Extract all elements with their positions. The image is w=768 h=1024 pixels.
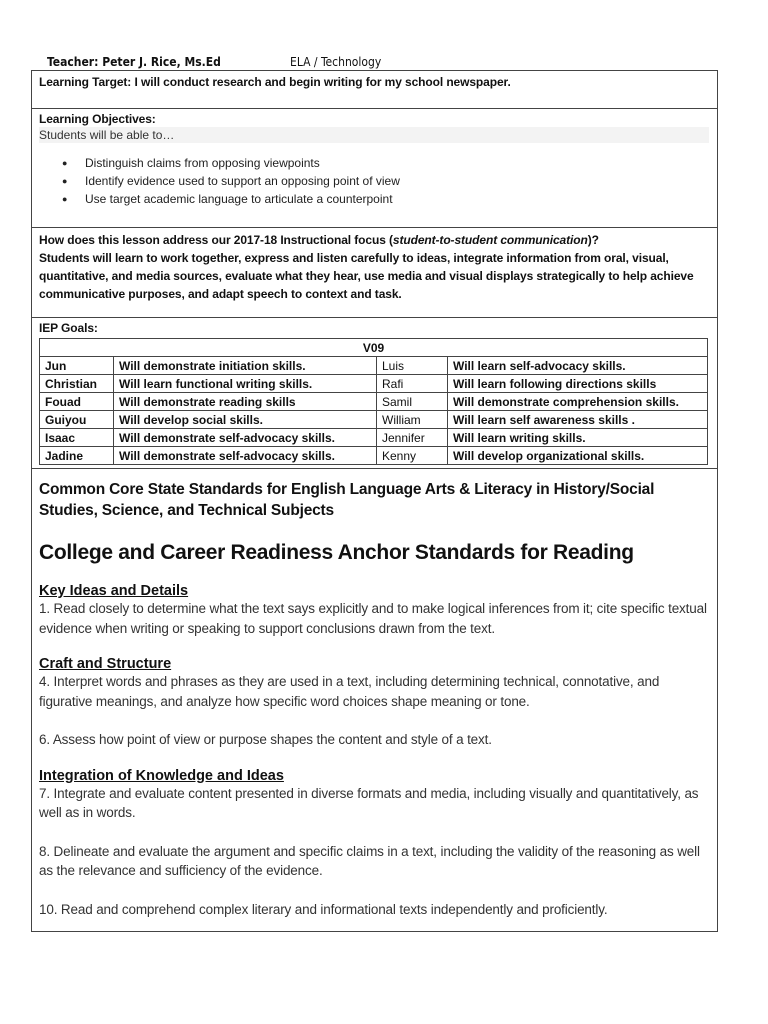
student-name: Guiyou (40, 411, 114, 429)
focus-answer: Students will learn to work together, express and listen carefully to ideas, integrate information from oral, visual, quantitative, and media sources, evaluate what they hear, use media and visual displays strategically to help achieve communicative purposes, and adapt speech to context and task. (39, 251, 694, 301)
instructional-focus-section (32, 228, 717, 318)
student-name: Fouad (40, 393, 114, 411)
student-goal: Will demonstrate self-advocacy skills. (114, 447, 377, 465)
student-goal: Will learn self-advocacy skills. (448, 357, 708, 375)
student-goal: Will demonstrate comprehension skills. (448, 393, 708, 411)
student-name: William (377, 411, 448, 429)
table-row (40, 429, 708, 447)
table-row (40, 447, 708, 465)
student-goal: Will demonstrate self-advocacy skills. (114, 429, 377, 447)
iep-goals-heading: IEP Goals: (39, 321, 98, 335)
student-goal: Will learn writing skills. (448, 429, 708, 447)
standard-item: 1. Read closely to determine what the text says explicitly and to make logical inferences from it; cite specific textual evidence when writing or speaking to support conclusions drawn from the text. (39, 601, 707, 636)
objective-item: ● Use target academic language to articulate a counterpoint (62, 190, 709, 208)
standards-section (32, 469, 717, 931)
lesson-plan-frame (31, 70, 718, 932)
standard-item: 10. Read and comprehend complex literary and informational texts independently and proficiently. (39, 901, 608, 917)
student-name: Kenny (377, 447, 448, 465)
standard-item: 7. Integrate and evaluate content presented in diverse formats and media, including visually and quantitatively, as well as in words. (39, 785, 699, 820)
student-goal: Will learn following directions skills (448, 375, 708, 393)
focus-question: How does this lesson address our 2017-18 Instructional focus (student-to-student communication)? (39, 233, 599, 247)
objective-item: ● Distinguish claims from opposing viewpoints (62, 154, 709, 172)
student-name: Jadine (40, 447, 114, 465)
student-name: Rafi (377, 375, 448, 393)
common-core-title: Common Core State Standards for English Language Arts & Literacy in History/Social Studies, Science, and Technical Subjects (39, 481, 655, 519)
standard-group-heading: Integration of Knowledge and Ideas (39, 767, 284, 784)
iep-goals-table (39, 338, 708, 465)
learning-objectives-section (32, 109, 717, 228)
objectives-list (39, 154, 709, 208)
student-goal: Will learn self awareness skills . (448, 411, 708, 429)
table-row (40, 411, 708, 429)
objectives-intro: Students will be able to… (39, 127, 709, 143)
student-name: Isaac (40, 429, 114, 447)
iep-class-row (40, 339, 708, 357)
table-row (40, 393, 708, 411)
iep-goals-section (32, 318, 717, 469)
standard-group-heading: Key Ideas and Details (39, 583, 189, 599)
learning-target-section (32, 71, 717, 109)
learning-objectives-heading: Learning Objectives: (39, 112, 156, 126)
standard-item: 6. Assess how point of view or purpose shapes the content and style of a text. (39, 732, 492, 747)
table-row (40, 357, 708, 375)
student-name: Christian (40, 375, 114, 393)
standard-group-heading: Craft and Structure (39, 656, 172, 672)
standard-item: 4. Interpret words and phrases as they are used in a text, including determining technical, connotative, and figurative meanings, and analyze how specific word choices shape meaning or tone. (39, 674, 660, 709)
student-goal: Will learn functional writing skills. (114, 375, 377, 393)
standard-item: 8. Delineate and evaluate the argument and specific claims in a text, including the validity of the reasoning as well as the relevance and sufficiency of the evidence. (39, 843, 700, 878)
objective-item: ● Identify evidence used to support an opposing point of view (62, 172, 709, 190)
learning-target-label: Learning Target: (39, 75, 132, 89)
student-name: Luis (377, 357, 448, 375)
teacher-name: Teacher: Peter J. Rice, Ms.Ed (47, 55, 221, 69)
learning-target-text: I will conduct research and begin writing for my school newspaper. (134, 75, 511, 89)
student-goal: Will develop social skills. (114, 411, 377, 429)
student-goal: Will demonstrate reading skills (114, 393, 377, 411)
student-name: Samil (377, 393, 448, 411)
student-name: Jun (40, 357, 114, 375)
anchor-standards-title: College and Career Readiness Anchor Standards for Reading (39, 541, 634, 564)
student-goal: Will demonstrate initiation skills. (114, 357, 377, 375)
subject-label: ELA / Technology (290, 55, 382, 69)
student-name: Jennifer (377, 429, 448, 447)
table-row (40, 375, 708, 393)
student-goal: Will develop organizational skills. (448, 447, 708, 465)
iep-class-label: V09 (40, 339, 708, 357)
